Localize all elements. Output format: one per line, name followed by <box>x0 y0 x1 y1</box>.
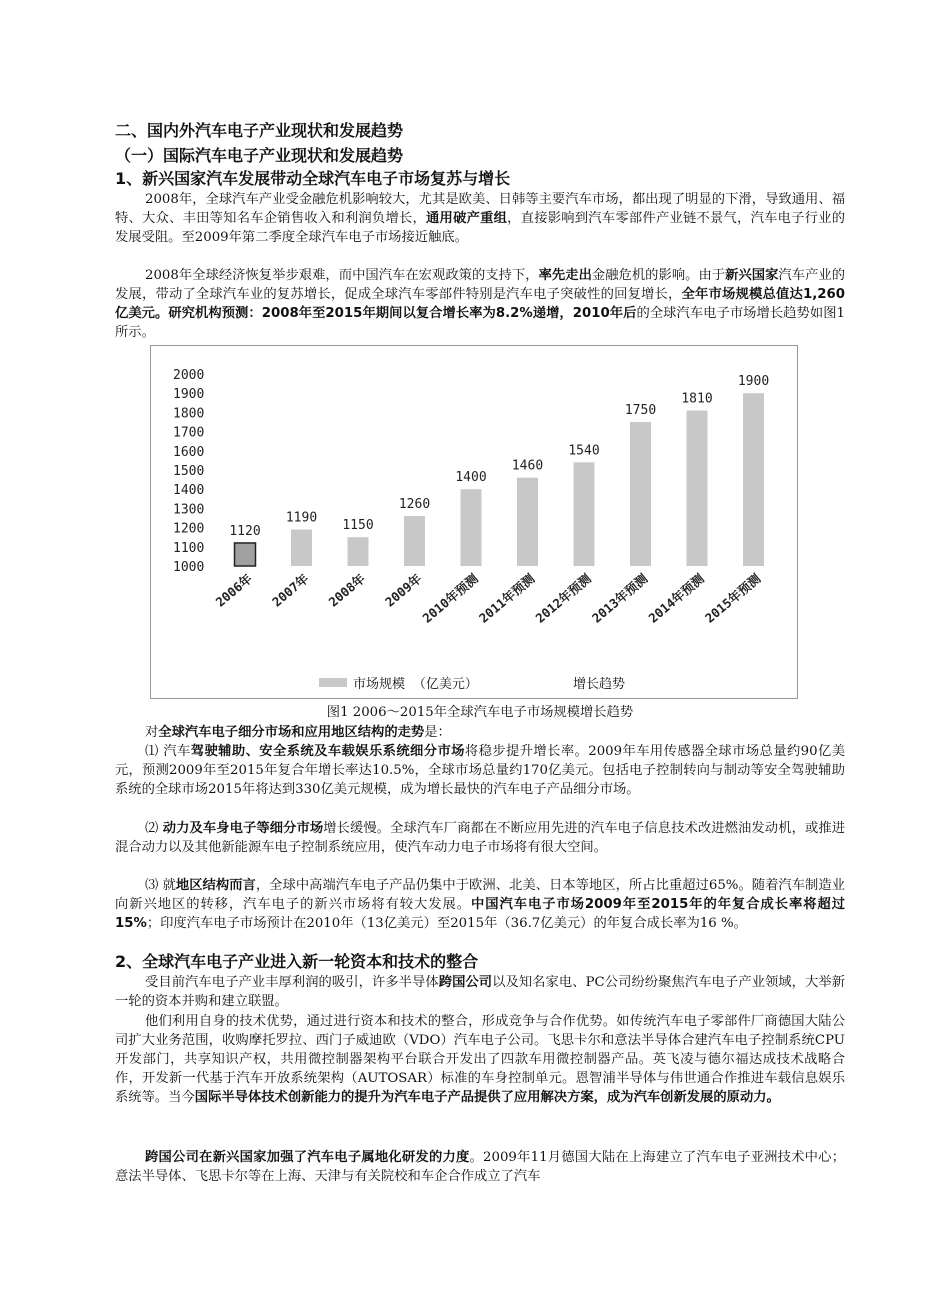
y-tick-label: 1500 <box>173 464 205 479</box>
y-tick-label: 1800 <box>173 406 205 422</box>
topic-heading-1: 1、新兴国家汽车发展带动全球汽车电子市场复苏与增长 <box>115 169 511 188</box>
category-label: 2009年 <box>382 570 425 610</box>
paragraph-7: 受目前汽车电子产业丰厚利润的吸引，许多半导体跨国公司以及知名家电、PC公司纷纷聚焦汽车电子产业领域，大举新一轮的资本并购和建立联盟。 <box>115 975 846 1009</box>
paragraph-4: ⑴ 汽车驾驶辅助、安全系统及车载娱乐系统细分市场将稳步提升增长率。2009年车用传感器全球市场总量约90亿美元，预测2009年至2015年复合年增长率达10.5%，全球市场总量约170亿美元。包括电子控制转向与制动等安全驾驶辅助系统的全球市场2015年将达到330亿美元规模，成为增长最快的汽车电子产品细分市场。 <box>115 744 846 797</box>
y-tick-label: 1600 <box>173 444 205 460</box>
paragraph-1: 2008年，全球汽车产业受金融危机影响较大，尤其是欧美、日韩等主要汽车市场，都出现了明显的下滑，导致通用、福特、大众、丰田等知名车企销售收入和利润负增长，通用破产重组，直接影响到汽车零部件产业链不景气，汽车电子行业的发展受阻。至2009年第二季度全球汽车电子市场接近触底。 <box>115 192 846 245</box>
category-label: 2010年预测 <box>419 570 481 626</box>
market-chart <box>150 345 798 699</box>
y-tick-label: 1000 <box>173 560 205 575</box>
data-label: 1120 <box>229 523 261 539</box>
category-label: 2006年 <box>212 570 255 610</box>
bar-chart-svg <box>151 346 796 697</box>
data-label: 1260 <box>398 497 431 513</box>
data-label: 1810 <box>681 391 713 407</box>
data-label: 1900 <box>737 374 770 390</box>
data-label: 1460 <box>511 458 544 474</box>
data-label: 1750 <box>624 403 657 418</box>
chart-bar <box>291 530 312 566</box>
subsection-heading: （一）国际汽车电子产业现状和发展趋势 <box>115 146 404 165</box>
chart-bar <box>461 489 482 566</box>
chart-bar <box>687 410 708 566</box>
paragraph-2: 2008年全球经济恢复举步艰难，而中国汽车在宏观政策的支持下，率先走出金融危机的影响。由于新兴国家汽车产业的发展，带动了全球汽车业的复苏增长，促成全球汽车零部件特别是汽车电子突破性的回复增长，全年市场规模总值达1,260亿美元。研究机构预测：2008年至2015年期间以复合增长率为8.2%递增，2010年后的全球汽车电子市场增长趋势如图1所示。 <box>115 268 846 340</box>
category-label: 2013年预测 <box>588 570 651 626</box>
paragraph-9: 跨国公司在新兴国家加强了汽车电子属地化研发的力度。2009年11月德国大陆在上海建立了汽车电子亚洲技术中心；意法半导体、飞思卡尔等在上海、天津与有关院校和车企合作成立了汽车 <box>115 1150 846 1184</box>
data-label: 1190 <box>285 510 318 526</box>
legend-bar-label: 市场规模 （亿美元） <box>353 677 478 692</box>
legend-trend-label: 增长趋势 <box>573 677 626 692</box>
category-label: 2014年预测 <box>645 570 707 626</box>
paragraph-5: ⑵ 动力及车身电子等细分市场增长缓慢。全球汽车厂商都在不断应用先进的汽车电子信息技术改进燃油发动机，或推进混合动力以及其他新能源车电子控制系统应用，使汽车动力电子市场将有很大空间。 <box>115 821 846 855</box>
category-label: 2007年 <box>269 570 312 610</box>
paragraph-6: ⑶ 就地区结构而言，全球中高端汽车电子产品仍集中于欧洲、北美、日本等地区，所占比重超过65%。随着汽车制造业向新兴地区的转移，汽车电子的新兴市场将有较大发展。中国汽车电子市场2009年至2015年的年复合成长率将超过15%；印度汽车电子市场预计在2010年（13亿美元）至2015年（36.7亿美元）的年复合成长率为16 %。 <box>115 878 846 931</box>
chart-bar <box>574 462 595 566</box>
chart-bar <box>404 516 425 566</box>
y-tick-label: 1100 <box>173 540 205 556</box>
y-tick-label: 2000 <box>173 368 205 383</box>
data-label: 1400 <box>455 470 487 486</box>
chart-bar <box>517 478 538 566</box>
section-heading: 二、国内外汽车电子产业现状和发展趋势 <box>115 121 404 140</box>
data-label: 1150 <box>342 518 374 534</box>
y-tick-label: 1400 <box>173 483 205 499</box>
chart-bar <box>630 422 651 566</box>
data-label: 1540 <box>568 443 600 459</box>
figure-caption: 图1 2006～2015年全球汽车电子市场规模增长趋势 <box>326 705 634 720</box>
chart-bar <box>235 543 256 566</box>
category-label: 2008年 <box>325 570 368 610</box>
y-tick-label: 1300 <box>173 502 205 518</box>
chart-bar <box>348 537 369 566</box>
topic-heading-2: 2、全球汽车电子产业进入新一轮资本和技术的整合 <box>115 952 479 971</box>
category-label: 2011年预测 <box>475 570 538 626</box>
category-label: 2015年预测 <box>701 570 764 626</box>
y-tick-label: 1700 <box>173 425 205 441</box>
y-tick-label: 1900 <box>173 387 205 403</box>
category-label: 2012年预测 <box>532 570 594 626</box>
chart-bar <box>743 393 764 566</box>
paragraph-3: 对全球汽车电子细分市场和应用地区结构的走势是： <box>145 725 451 740</box>
y-tick-label: 1200 <box>173 521 205 537</box>
paragraph-8: 他们利用自身的技术优势，通过进行资本和技术的整合，形成竞争与合作优势。如传统汽车电子零部件厂商德国大陆公司扩大业务范围，收购摩托罗拉、西门子威迪欧（VDO）汽车电子公司。飞思卡尔和意法半导体合建汽车电子控制系统CPU开发部门，共享知识产权，共用微控制器架构平台联合开发出了四款车用微控制器产品。英飞凌与德尔福达成技术战略合作，开发新一代基于汽车开放系统架构（AUTOSAR）标准的车身控制单元。恩智浦半导体与伟世通合作推进车载信息娱乐系统等。当今国际半导体技术创新能力的提升为汽车电子产品提供了应用解决方案，成为汽车创新发展的原动力。 <box>115 1014 845 1105</box>
legend-bar-swatch <box>319 678 347 687</box>
